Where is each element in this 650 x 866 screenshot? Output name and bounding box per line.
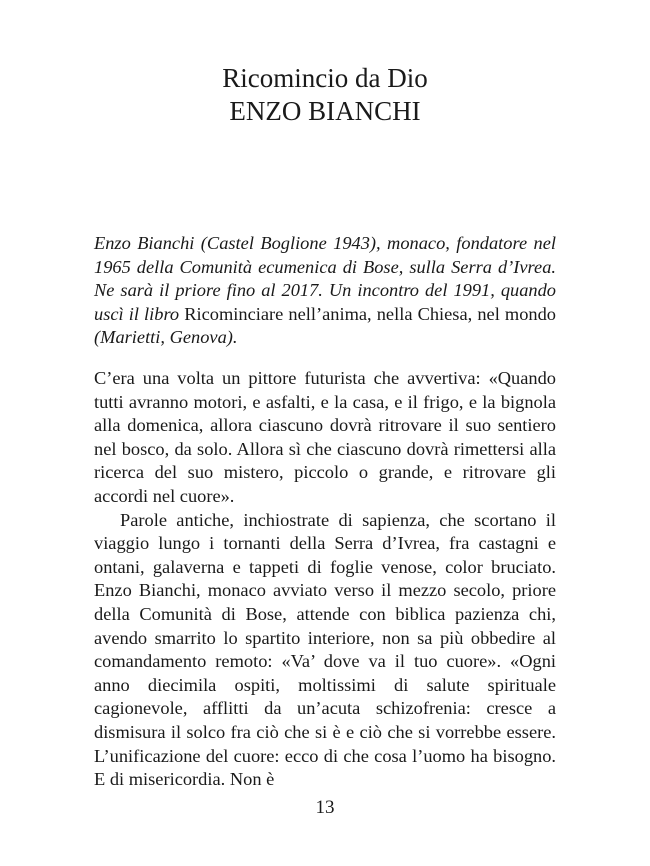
page-number: 13 bbox=[315, 797, 335, 818]
intro-book-title: Ricominciare nell’anima, nella Chiesa, nel mondo bbox=[184, 303, 556, 324]
intro-text-part1: Enzo Bianchi (Castel Boglione 1943), monaco, fondatore nel 1965 della Comunità ecumenica di Bose, sulla Serra d’Ivrea. Ne sarà il priore fino al 2017. Un incontro del 1991, quando uscì il libro bbox=[94, 233, 556, 324]
intro-text-part2: (Marietti, Genova). bbox=[94, 327, 238, 348]
body-text bbox=[94, 367, 556, 792]
body-paragraph-2: Parole antiche, inchiostrate di sapienza, che scortano il viaggio lungo i tornanti della Serra d’Ivrea, fra castagni e ontani, galaverna e tappeti di foglie venose, color bruciato. Enzo Bianchi, monaco avviato verso il mezzo secolo, priore della Comunità di Bose, attende con biblica pazienza chi, avendo smarrito lo spartito interiore, non sa più obbedire al comandamento remoto: «Va’ dove va il tuo cuore». «Ogni anno diecimila ospiti, moltissimi di salute spirituale cagionevole, afflitti da un’acuta schizofrenia: cresce a dismisura il solco fra ciò che si è e ciò che si vorrebbe essere. L’unificazione del cuore: ecco di che cosa l’uomo ha bisogno. E di misericordia. Non è bbox=[94, 509, 556, 790]
chapter-author: ENZO BIANCHI bbox=[229, 96, 421, 126]
chapter-heading bbox=[0, 62, 650, 128]
chapter-title: Ricomincio da Dio bbox=[222, 63, 428, 93]
intro-paragraph bbox=[94, 232, 556, 350]
body-paragraph-1: C’era una volta un pittore futurista che avvertiva: «Quando tutti avranno motori, e asfalti, e la casa, e il frigo, e la bignola alla domenica, allora ciascuno dovrà ritrovare il suo sentiero nel bosco, da solo. Allora sì che ciascuno dovrà rimettersi alla ricerca del suo mistero, piccolo o grande, e ritrovare gli accordi nel cuore». bbox=[94, 368, 556, 506]
